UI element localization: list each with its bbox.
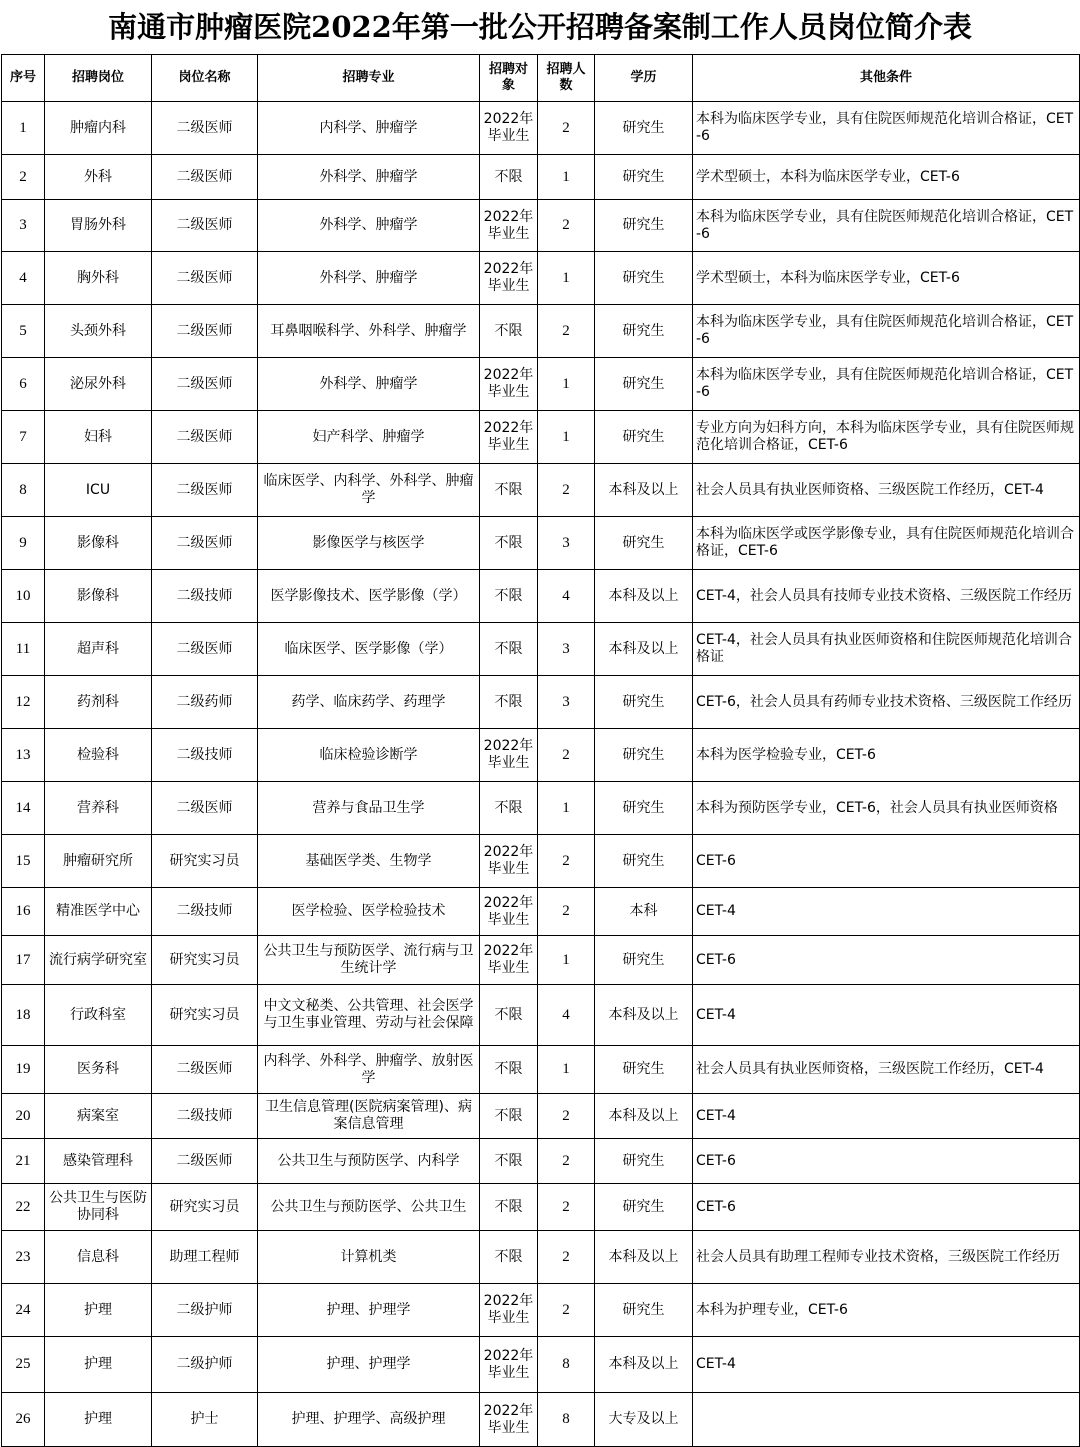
cell-cond: CET-6: [693, 1184, 1080, 1231]
cell-post: 二级医师: [152, 358, 258, 411]
table-row: [2, 1094, 1080, 1139]
cell-major: 公共卫生与预防医学、公共卫生: [258, 1184, 480, 1231]
cell-dept: 精准医学中心: [45, 888, 152, 936]
table-row: [2, 102, 1080, 155]
cell-seq: 3: [2, 200, 45, 252]
cell-cond: 本科为临床医学专业，具有住院医师规范化培训合格证，CET-6: [693, 102, 1080, 155]
cell-dept: 妇科: [45, 411, 152, 464]
cell-count: 4: [538, 570, 595, 623]
table-row: [2, 936, 1080, 985]
cell-count: 1: [538, 358, 595, 411]
cell-count: 2: [538, 200, 595, 252]
cell-seq: 8: [2, 464, 45, 517]
cell-edu: 本科及以上: [595, 1094, 693, 1139]
cell-cond: 本科为医学检验专业，CET-6: [693, 729, 1080, 782]
cell-cond: 社会人员具有助理工程师专业技术资格，三级医院工作经历: [693, 1231, 1080, 1284]
cell-dept: 药剂科: [45, 676, 152, 729]
cell-seq: 6: [2, 358, 45, 411]
cell-count: 3: [538, 517, 595, 570]
cell-target: 2022年毕业生: [480, 888, 538, 936]
cell-major: 药学、临床药学、药理学: [258, 676, 480, 729]
cell-cond: 学术型硕士，本科为临床医学专业，CET-6: [693, 155, 1080, 200]
cell-target: 2022年毕业生: [480, 200, 538, 252]
cell-post: 二级技师: [152, 729, 258, 782]
cell-seq: 19: [2, 1046, 45, 1094]
cell-major: 外科学、肿瘤学: [258, 358, 480, 411]
cell-dept: 外科: [45, 155, 152, 200]
cell-target: 不限: [480, 623, 538, 676]
cell-major: 护理、护理学: [258, 1337, 480, 1393]
cell-dept: 检验科: [45, 729, 152, 782]
table-row: [2, 1184, 1080, 1231]
header-edu: 学历: [595, 55, 693, 102]
cell-seq: 4: [2, 252, 45, 305]
cell-target: 不限: [480, 1184, 538, 1231]
cell-count: 2: [538, 1284, 595, 1337]
cell-target: 不限: [480, 1046, 538, 1094]
cell-post: 二级技师: [152, 570, 258, 623]
cell-edu: 研究生: [595, 936, 693, 985]
cell-edu: 研究生: [595, 1284, 693, 1337]
cell-major: 影像医学与核医学: [258, 517, 480, 570]
cell-dept: 影像科: [45, 517, 152, 570]
cell-seq: 26: [2, 1393, 45, 1447]
cell-dept: 护理: [45, 1337, 152, 1393]
cell-edu: 研究生: [595, 676, 693, 729]
cell-target: 不限: [480, 1094, 538, 1139]
cell-edu: 本科及以上: [595, 464, 693, 517]
cell-major: 公共卫生与预防医学、内科学: [258, 1139, 480, 1184]
cell-dept: 肿瘤内科: [45, 102, 152, 155]
cell-edu: 研究生: [595, 1184, 693, 1231]
cell-dept: 信息科: [45, 1231, 152, 1284]
cell-edu: 研究生: [595, 782, 693, 835]
cell-seq: 11: [2, 623, 45, 676]
cell-dept: 胃肠外科: [45, 200, 152, 252]
cell-major: 外科学、肿瘤学: [258, 155, 480, 200]
cell-count: 2: [538, 102, 595, 155]
cell-cond: 专业方向为妇科方向，本科为临床医学专业，具有住院医师规范化培训合格证，CET-6: [693, 411, 1080, 464]
cell-cond: 本科为临床医学或医学影像专业，具有住院医师规范化培训合格证，CET-6: [693, 517, 1080, 570]
cell-major: 内科学、肿瘤学: [258, 102, 480, 155]
cell-major: 卫生信息管理(医院病案管理)、病案信息管理: [258, 1094, 480, 1139]
cell-dept: 泌尿外科: [45, 358, 152, 411]
cell-post: 研究实习员: [152, 1184, 258, 1231]
cell-major: 公共卫生与预防医学、流行病与卫生统计学: [258, 936, 480, 985]
cell-dept: 公共卫生与医防协同科: [45, 1184, 152, 1231]
cell-major: 计算机类: [258, 1231, 480, 1284]
cell-target: 2022年毕业生: [480, 411, 538, 464]
cell-count: 3: [538, 623, 595, 676]
cell-post: 二级医师: [152, 623, 258, 676]
cell-target: 不限: [480, 782, 538, 835]
cell-count: 4: [538, 985, 595, 1046]
cell-cond: [693, 1393, 1080, 1447]
cell-seq: 24: [2, 1284, 45, 1337]
cell-target: 2022年毕业生: [480, 1393, 538, 1447]
cell-target: 不限: [480, 570, 538, 623]
cell-post: 护士: [152, 1393, 258, 1447]
cell-edu: 研究生: [595, 155, 693, 200]
cell-seq: 14: [2, 782, 45, 835]
table-row: [2, 1393, 1080, 1447]
cell-dept: 病案室: [45, 1094, 152, 1139]
cell-edu: 研究生: [595, 1046, 693, 1094]
cell-edu: 本科及以上: [595, 1231, 693, 1284]
cell-post: 研究实习员: [152, 985, 258, 1046]
table-row: [2, 358, 1080, 411]
cell-cond: 本科为临床医学专业，具有住院医师规范化培训合格证，CET-6: [693, 305, 1080, 358]
cell-cond: 社会人员具有执业医师资格、三级医院工作经历，CET-4: [693, 464, 1080, 517]
cell-cond: CET-4: [693, 888, 1080, 936]
cell-edu: 研究生: [595, 200, 693, 252]
cell-count: 1: [538, 155, 595, 200]
cell-target: 2022年毕业生: [480, 102, 538, 155]
cell-count: 2: [538, 729, 595, 782]
header-seq: 序号: [2, 55, 45, 102]
cell-seq: 2: [2, 155, 45, 200]
cell-major: 耳鼻咽喉科学、外科学、肿瘤学: [258, 305, 480, 358]
cell-dept: 超声科: [45, 623, 152, 676]
cell-target: 2022年毕业生: [480, 729, 538, 782]
cell-post: 二级医师: [152, 411, 258, 464]
cell-cond: 本科为临床医学专业，具有住院医师规范化培训合格证，CET-6: [693, 358, 1080, 411]
cell-post: 二级药师: [152, 676, 258, 729]
cell-seq: 15: [2, 835, 45, 888]
cell-dept: 头颈外科: [45, 305, 152, 358]
cell-cond: CET-4: [693, 985, 1080, 1046]
cell-major: 医学检验、医学检验技术: [258, 888, 480, 936]
cell-target: 不限: [480, 1139, 538, 1184]
cell-dept: 行政科室: [45, 985, 152, 1046]
table-row: [2, 1284, 1080, 1337]
cell-edu: 本科及以上: [595, 623, 693, 676]
cell-dept: 营养科: [45, 782, 152, 835]
cell-cond: 社会人员具有执业医师资格，三级医院工作经历，CET-4: [693, 1046, 1080, 1094]
cell-cond: CET-6，社会人员具有药师专业技术资格、三级医院工作经历: [693, 676, 1080, 729]
cell-count: 1: [538, 252, 595, 305]
cell-seq: 12: [2, 676, 45, 729]
cell-seq: 1: [2, 102, 45, 155]
header-cond: 其他条件: [693, 55, 1080, 102]
cell-count: 1: [538, 782, 595, 835]
cell-seq: 13: [2, 729, 45, 782]
table-row: [2, 729, 1080, 782]
cell-count: 2: [538, 1184, 595, 1231]
table-row: [2, 464, 1080, 517]
cell-edu: 研究生: [595, 305, 693, 358]
table-row: [2, 155, 1080, 200]
cell-post: 二级医师: [152, 1046, 258, 1094]
cell-edu: 研究生: [595, 358, 693, 411]
cell-edu: 研究生: [595, 729, 693, 782]
cell-count: 2: [538, 888, 595, 936]
cell-edu: 本科: [595, 888, 693, 936]
table-row: [2, 985, 1080, 1046]
cell-cond: CET-4: [693, 1094, 1080, 1139]
table-row: [2, 623, 1080, 676]
cell-seq: 5: [2, 305, 45, 358]
page-title: 南通市肿瘤医院2022年第一批公开招聘备案制工作人员岗位简介表: [108, 10, 972, 44]
cell-dept: 胸外科: [45, 252, 152, 305]
cell-dept: ICU: [45, 464, 152, 517]
cell-post: 二级护师: [152, 1337, 258, 1393]
cell-post: 二级医师: [152, 200, 258, 252]
cell-major: 医学影像技术、医学影像（学）: [258, 570, 480, 623]
cell-post: 二级医师: [152, 1139, 258, 1184]
cell-seq: 10: [2, 570, 45, 623]
cell-edu: 本科及以上: [595, 570, 693, 623]
cell-major: 护理、护理学: [258, 1284, 480, 1337]
cell-cond: CET-4，社会人员具有执业医师资格和住院医师规范化培训合格证: [693, 623, 1080, 676]
cell-post: 二级医师: [152, 517, 258, 570]
cell-seq: 7: [2, 411, 45, 464]
cell-count: 8: [538, 1393, 595, 1447]
table-row: [2, 1139, 1080, 1184]
cell-target: 2022年毕业生: [480, 358, 538, 411]
cell-target: 2022年毕业生: [480, 1337, 538, 1393]
header-count: 招聘人数: [538, 55, 595, 102]
cell-major: 护理、护理学、高级护理: [258, 1393, 480, 1447]
cell-seq: 18: [2, 985, 45, 1046]
cell-post: 二级医师: [152, 155, 258, 200]
table-row: [2, 411, 1080, 464]
cell-post: 二级护师: [152, 1284, 258, 1337]
cell-major: 外科学、肿瘤学: [258, 252, 480, 305]
cell-target: 2022年毕业生: [480, 1284, 538, 1337]
cell-post: 助理工程师: [152, 1231, 258, 1284]
table-row: [2, 782, 1080, 835]
cell-target: 不限: [480, 1231, 538, 1284]
cell-seq: 16: [2, 888, 45, 936]
cell-post: 二级技师: [152, 1094, 258, 1139]
table-row: [2, 570, 1080, 623]
cell-target: 2022年毕业生: [480, 936, 538, 985]
header-dept: 招聘岗位: [45, 55, 152, 102]
cell-target: 不限: [480, 985, 538, 1046]
cell-edu: 大专及以上: [595, 1393, 693, 1447]
cell-seq: 22: [2, 1184, 45, 1231]
table-row: [2, 1046, 1080, 1094]
cell-seq: 9: [2, 517, 45, 570]
cell-cond: 本科为护理专业，CET-6: [693, 1284, 1080, 1337]
cell-major: 内科学、外科学、肿瘤学、放射医学: [258, 1046, 480, 1094]
cell-target: 不限: [480, 464, 538, 517]
cell-dept: 流行病学研究室: [45, 936, 152, 985]
cell-count: 2: [538, 1139, 595, 1184]
cell-seq: 21: [2, 1139, 45, 1184]
table-row: [2, 888, 1080, 936]
table-row: [2, 305, 1080, 358]
cell-post: 二级医师: [152, 102, 258, 155]
header-post: 岗位名称: [152, 55, 258, 102]
cell-post: 研究实习员: [152, 936, 258, 985]
cell-major: 营养与食品卫生学: [258, 782, 480, 835]
cell-count: 8: [538, 1337, 595, 1393]
cell-cond: CET-6: [693, 1139, 1080, 1184]
cell-target: 2022年毕业生: [480, 252, 538, 305]
table-body: [2, 102, 1080, 1447]
cell-target: 2022年毕业生: [480, 835, 538, 888]
table-row: [2, 676, 1080, 729]
cell-cond: CET-6: [693, 936, 1080, 985]
cell-count: 3: [538, 676, 595, 729]
cell-count: 1: [538, 411, 595, 464]
cell-major: 临床医学、内科学、外科学、肿瘤学: [258, 464, 480, 517]
cell-edu: 研究生: [595, 835, 693, 888]
cell-target: 不限: [480, 676, 538, 729]
cell-dept: 护理: [45, 1393, 152, 1447]
header-target: 招聘对象: [480, 55, 538, 102]
cell-edu: 研究生: [595, 1139, 693, 1184]
table-row: [2, 252, 1080, 305]
header-major: 招聘专业: [258, 55, 480, 102]
cell-post: 二级医师: [152, 464, 258, 517]
cell-count: 2: [538, 1231, 595, 1284]
cell-count: 1: [538, 936, 595, 985]
cell-cond: CET-4: [693, 1337, 1080, 1393]
positions-table: [1, 54, 1080, 1447]
cell-count: 2: [538, 835, 595, 888]
cell-edu: 研究生: [595, 411, 693, 464]
cell-major: 基础医学类、生物学: [258, 835, 480, 888]
cell-target: 不限: [480, 155, 538, 200]
cell-seq: 25: [2, 1337, 45, 1393]
table-row: [2, 835, 1080, 888]
cell-edu: 研究生: [595, 517, 693, 570]
table-header-row: [2, 55, 1080, 102]
cell-major: 临床医学、医学影像（学）: [258, 623, 480, 676]
cell-seq: 17: [2, 936, 45, 985]
cell-target: 不限: [480, 517, 538, 570]
cell-count: 1: [538, 1046, 595, 1094]
cell-post: 二级医师: [152, 305, 258, 358]
cell-post: 二级医师: [152, 252, 258, 305]
table-row: [2, 1337, 1080, 1393]
cell-cond: CET-6: [693, 835, 1080, 888]
cell-major: 临床检验诊断学: [258, 729, 480, 782]
cell-dept: 护理: [45, 1284, 152, 1337]
cell-seq: 23: [2, 1231, 45, 1284]
cell-major: 中文文秘类、公共管理、社会医学与卫生事业管理、劳动与社会保障: [258, 985, 480, 1046]
cell-dept: 感染管理科: [45, 1139, 152, 1184]
cell-count: 2: [538, 305, 595, 358]
cell-target: 不限: [480, 305, 538, 358]
cell-post: 二级医师: [152, 782, 258, 835]
cell-major: 外科学、肿瘤学: [258, 200, 480, 252]
cell-cond: 本科为临床医学专业，具有住院医师规范化培训合格证，CET-6: [693, 200, 1080, 252]
cell-cond: 本科为预防医学专业，CET-6，社会人员具有执业医师资格: [693, 782, 1080, 835]
cell-seq: 20: [2, 1094, 45, 1139]
cell-edu: 本科及以上: [595, 1337, 693, 1393]
cell-edu: 研究生: [595, 102, 693, 155]
cell-post: 二级技师: [152, 888, 258, 936]
cell-count: 2: [538, 464, 595, 517]
cell-dept: 影像科: [45, 570, 152, 623]
cell-cond: CET-4，社会人员具有技师专业技术资格、三级医院工作经历: [693, 570, 1080, 623]
cell-count: 2: [538, 1094, 595, 1139]
cell-cond: 学术型硕士，本科为临床医学专业，CET-6: [693, 252, 1080, 305]
table-row: [2, 517, 1080, 570]
cell-dept: 肿瘤研究所: [45, 835, 152, 888]
cell-edu: 研究生: [595, 252, 693, 305]
table-row: [2, 200, 1080, 252]
cell-edu: 本科及以上: [595, 985, 693, 1046]
table-row: [2, 1231, 1080, 1284]
cell-post: 研究实习员: [152, 835, 258, 888]
cell-major: 妇产科学、肿瘤学: [258, 411, 480, 464]
cell-dept: 医务科: [45, 1046, 152, 1094]
